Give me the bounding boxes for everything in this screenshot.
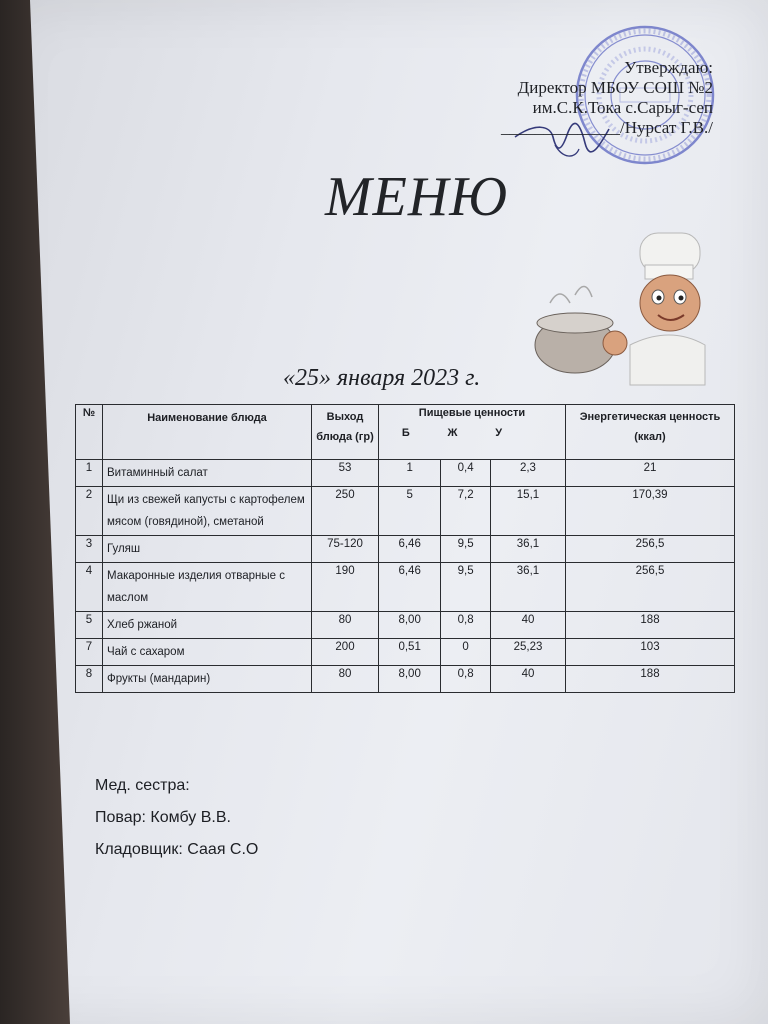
cell-dish-name: Фрукты (мандарин)	[103, 666, 312, 693]
cell-energy: 188	[566, 612, 735, 639]
cell-carbs: 40	[490, 666, 565, 693]
cell-dish-name: Хлеб ржаной	[103, 612, 312, 639]
cell-energy: 256,5	[566, 563, 735, 612]
cell-protein: 8,00	[379, 612, 441, 639]
cell-dish-name: Макаронные изделия отварные с маслом	[103, 563, 312, 612]
cell-num: 7	[76, 639, 103, 666]
cell-yield: 80	[312, 666, 379, 693]
cell-yield: 200	[312, 639, 379, 666]
cell-fat: 9,5	[441, 536, 491, 563]
cell-num: 1	[76, 460, 103, 487]
cell-yield: 80	[312, 612, 379, 639]
header-protein: Б	[401, 427, 410, 439]
menu-date: «25» января 2023 г.	[283, 365, 481, 391]
header-yield: Выход блюда (гр)	[312, 405, 379, 460]
cell-num: 3	[76, 536, 103, 563]
cell-dish-name: Гуляш	[103, 536, 312, 563]
cell-dish-name: Щи из свежей капусты с картофелем мясом (говядиной), сметаной	[103, 487, 312, 536]
cell-carbs: 2,3	[490, 460, 565, 487]
cell-yield: 75-120	[312, 536, 379, 563]
header-num: №	[76, 405, 103, 460]
cell-protein: 1	[379, 460, 441, 487]
cell-num: 4	[76, 563, 103, 612]
table-row	[76, 536, 735, 563]
cell-energy: 188	[566, 666, 735, 693]
cell-energy: 21	[566, 460, 735, 487]
approval-line-2: Директор МБОУ СОШ №2	[517, 78, 713, 97]
cell-yield: 53	[312, 460, 379, 487]
approval-block	[501, 58, 713, 138]
header-nutrition-label: Пищевые ценности	[418, 407, 526, 419]
header-dish-name: Наименование блюда	[103, 405, 312, 460]
cell-fat: 0,8	[441, 612, 491, 639]
cell-carbs: 15,1	[490, 487, 565, 536]
cell-protein: 0,51	[379, 639, 441, 666]
cell-dish-name: Витаминный салат	[103, 460, 312, 487]
cell-protein: 6,46	[379, 536, 441, 563]
cell-fat: 0	[441, 639, 491, 666]
cell-carbs: 36,1	[490, 536, 565, 563]
cell-yield: 190	[312, 563, 379, 612]
header-energy: Энергетическая ценность (ккал)	[566, 405, 735, 460]
table-row	[76, 639, 735, 666]
header-fat: Ж	[447, 427, 458, 439]
cell-carbs: 36,1	[490, 563, 565, 612]
cell-fat: 9,5	[441, 563, 491, 612]
cell-num: 8	[76, 666, 103, 693]
cell-protein: 5	[379, 487, 441, 536]
cell-num: 5	[76, 612, 103, 639]
cell-yield: 250	[312, 487, 379, 536]
cell-protein: 6,46	[379, 563, 441, 612]
chef-illustration-icon	[520, 225, 720, 390]
menu-table	[75, 404, 735, 693]
storekeeper-label: Кладовщик: Саая С.О	[95, 841, 259, 858]
cook-label: Повар: Комбу В.В.	[95, 809, 231, 826]
approval-signature-line: ______________/Нурсат Г.В./	[500, 118, 713, 137]
cell-energy: 103	[566, 639, 735, 666]
approval-line-3: им.С.К.Тока с.Сарыг-сеп	[532, 98, 713, 117]
table-row	[76, 460, 735, 487]
cell-energy: 256,5	[566, 536, 735, 563]
cell-protein: 8,00	[379, 666, 441, 693]
header-carbs: У	[495, 427, 503, 439]
approval-line-1: Утверждаю:	[624, 58, 713, 77]
table-row	[76, 487, 735, 536]
cell-num: 2	[76, 487, 103, 536]
cell-carbs: 25,23	[490, 639, 565, 666]
cell-fat: 7,2	[441, 487, 491, 536]
table-row	[76, 612, 735, 639]
cell-energy: 170,39	[566, 487, 735, 536]
header-nutrition	[379, 405, 566, 460]
cell-fat: 0,4	[441, 460, 491, 487]
cell-carbs: 40	[490, 612, 565, 639]
table-row	[76, 563, 735, 612]
cell-dish-name: Чай с сахаром	[103, 639, 312, 666]
nurse-label: Мед. сестра:	[95, 777, 190, 794]
table-row	[76, 666, 735, 693]
table-header-row	[76, 405, 735, 460]
cell-fat: 0,8	[441, 666, 491, 693]
staff-signatures	[95, 770, 258, 866]
page-title: МЕНЮ	[325, 166, 509, 228]
